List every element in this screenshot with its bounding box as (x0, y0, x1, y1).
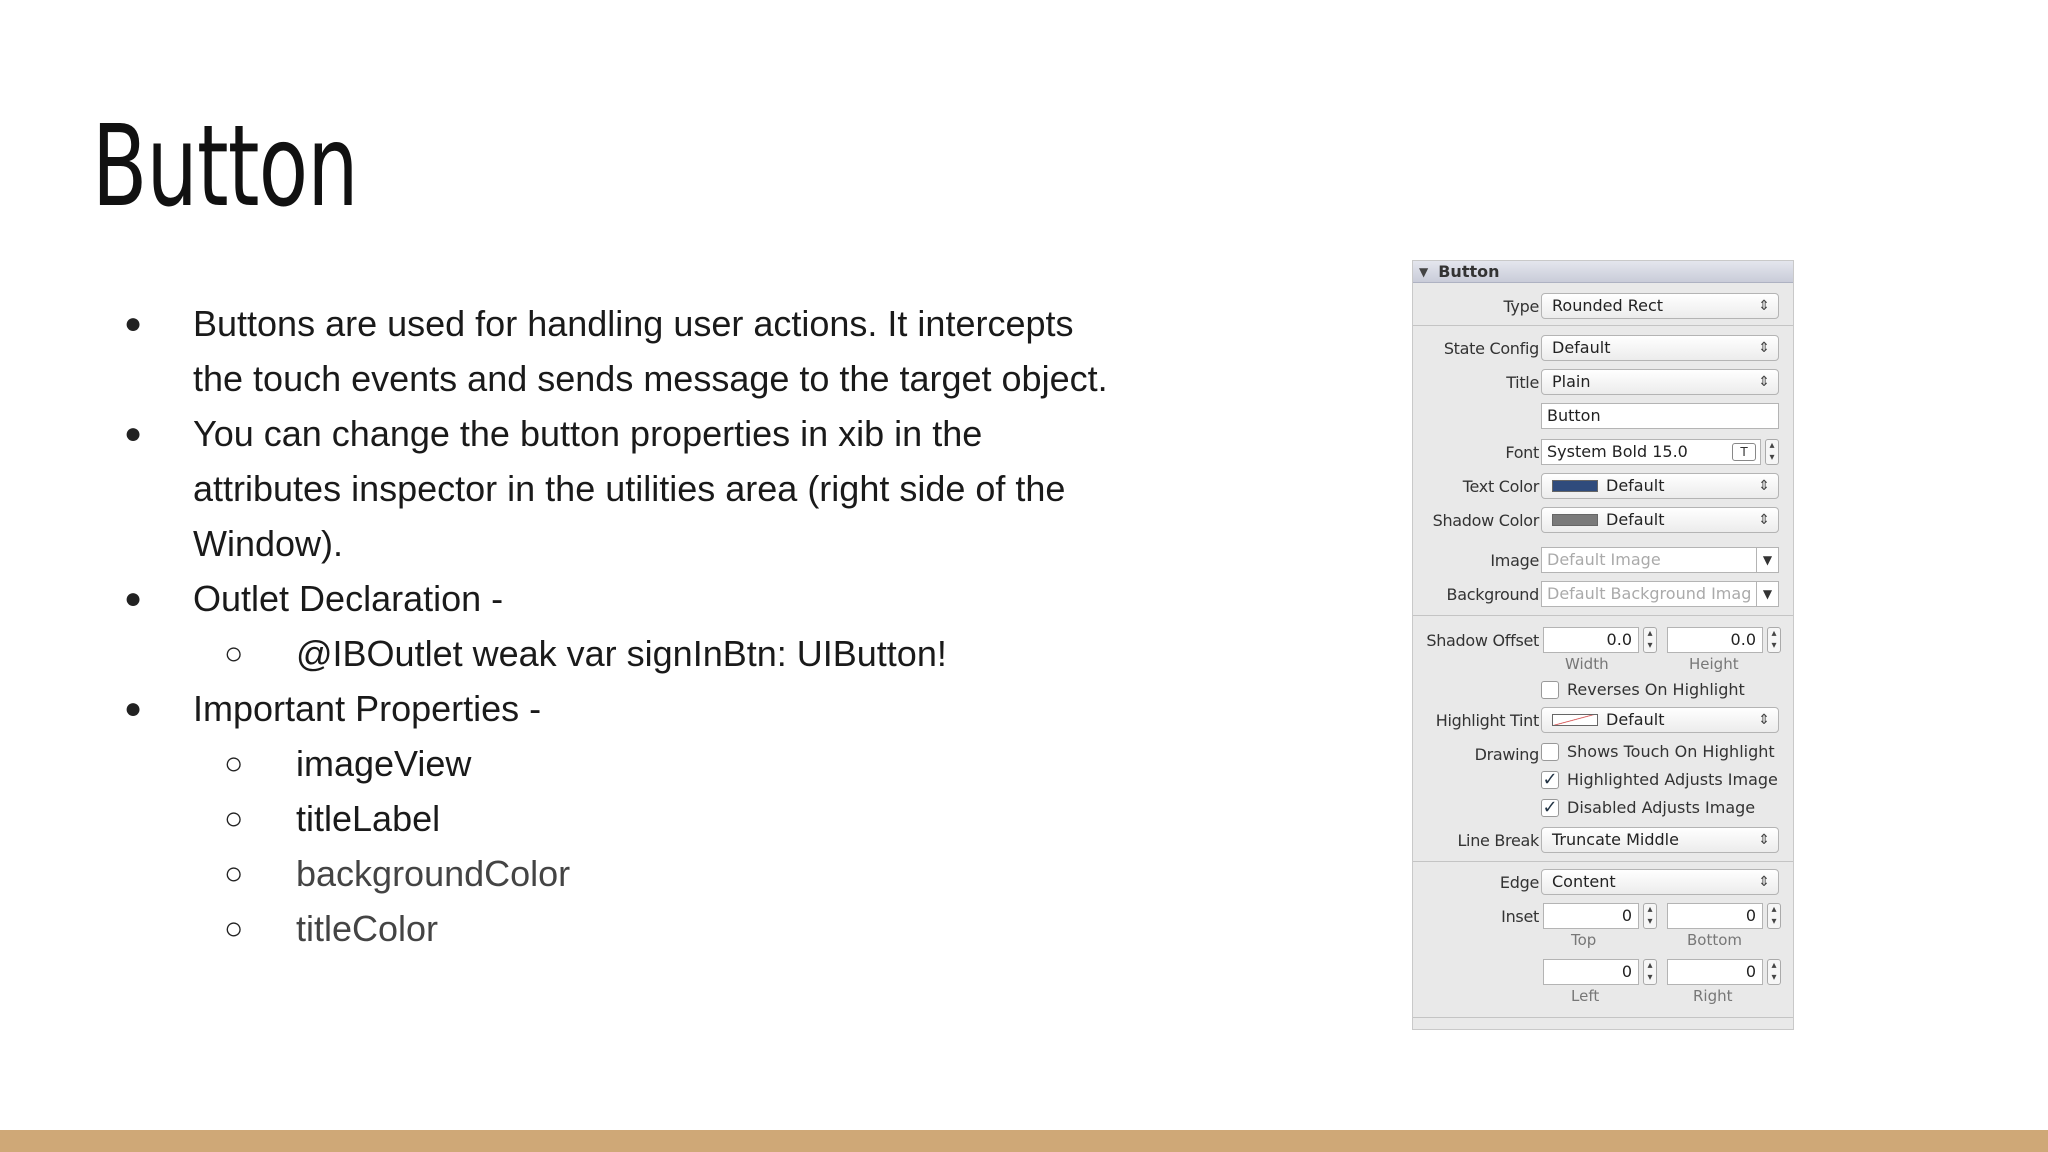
bottom-caption: Bottom (1687, 931, 1743, 949)
bullet-circle-icon: ○ (224, 635, 244, 671)
edge-label: Edge (1499, 873, 1539, 892)
line-break-label: Line Break (1457, 831, 1539, 850)
reverses-label: Reverses On Highlight (1567, 680, 1745, 699)
inset-left-stepper[interactable]: ▴ ▾ (1643, 959, 1657, 985)
bullet-dot-icon: ● (124, 417, 143, 450)
bullet-item (120, 681, 1140, 736)
disabled-adjusts-label: Disabled Adjusts Image (1567, 798, 1756, 817)
type-row (1413, 293, 1793, 321)
font-row (1413, 439, 1793, 467)
edge-value: Content (1552, 872, 1616, 891)
shadow-offset-row (1413, 627, 1793, 655)
tint-swatch (1552, 714, 1598, 726)
shows-touch-checkbox[interactable] (1541, 743, 1559, 761)
bullet-item (120, 516, 1140, 571)
footer-accent-bar (0, 1130, 2048, 1152)
left-caption: Left (1571, 987, 1600, 1005)
bullet-dot-icon: ● (124, 692, 143, 725)
shadow-offset-label: Shadow Offset (1426, 631, 1539, 650)
image-combo[interactable] (1541, 547, 1779, 573)
height-caption: Height (1689, 655, 1739, 673)
inset-label: Inset (1501, 907, 1539, 926)
popup-arrows-icon: ⇕ (1758, 874, 1770, 890)
bullet-circle-icon: ○ (224, 800, 244, 836)
bullet-text: backgroundColor (296, 853, 571, 894)
title-text-field[interactable]: Button (1541, 403, 1779, 429)
inset-row-left-right (1413, 959, 1793, 987)
bullet-circle-icon: ○ (224, 910, 244, 946)
background-row (1413, 581, 1793, 609)
shadow-color-label: Shadow Color (1432, 511, 1539, 530)
shadow-color-row (1413, 507, 1793, 535)
disclosure-triangle-icon[interactable]: ▼ (1419, 264, 1429, 279)
line-break-value: Truncate Middle (1552, 830, 1679, 849)
highlight-tint-row (1413, 707, 1793, 735)
edge-popup[interactable] (1541, 869, 1779, 895)
title-type-popup[interactable] (1541, 369, 1779, 395)
state-config-popup[interactable] (1541, 335, 1779, 361)
image-row (1413, 547, 1793, 575)
sub-bullet-item (120, 626, 1140, 681)
bullet-item (120, 296, 1140, 351)
inset-bottom-stepper[interactable]: ▴ ▾ (1767, 903, 1781, 929)
popup-arrows-icon: ⇕ (1758, 478, 1770, 494)
bullet-text: @IBOutlet weak var signInBtn: UIButton! (296, 633, 947, 674)
bullet-circle-icon: ○ (224, 745, 244, 781)
shows-touch-label: Shows Touch On Highlight (1567, 742, 1775, 761)
type-popup[interactable] (1541, 293, 1779, 319)
bullet-text: Window). (193, 523, 344, 564)
bullet-item (120, 406, 1140, 461)
highlighted-adjusts-label: Highlighted Adjusts Image (1567, 770, 1778, 789)
font-label: Font (1505, 443, 1539, 462)
text-color-swatch (1552, 480, 1598, 492)
popup-arrows-icon: ⇕ (1758, 832, 1770, 848)
state-config-row (1413, 335, 1793, 363)
inset-top-field[interactable]: 0 (1543, 903, 1639, 929)
top-caption: Top (1571, 931, 1597, 949)
bullet-text: Outlet Declaration - (193, 578, 504, 619)
section-title: Button (1438, 262, 1500, 281)
highlight-tint-value: Default (1606, 710, 1665, 729)
divider (1413, 861, 1793, 862)
highlight-tint-popup[interactable] (1541, 707, 1779, 733)
text-color-popup[interactable] (1541, 473, 1779, 499)
bullet-item (120, 351, 1140, 406)
font-value: System Bold 15.0 (1547, 442, 1688, 461)
sub-bullet-item (120, 846, 1140, 901)
text-color-label: Text Color (1462, 477, 1539, 496)
popup-arrows-icon: ⇕ (1758, 512, 1770, 528)
divider (1413, 1017, 1793, 1018)
shadow-height-field[interactable]: 0.0 (1667, 627, 1763, 653)
font-picker-icon[interactable]: T (1732, 443, 1756, 461)
bullet-circle-icon: ○ (224, 855, 244, 891)
shadow-color-popup[interactable] (1541, 507, 1779, 533)
image-label: Image (1490, 551, 1539, 570)
bullet-dot-icon: ● (124, 307, 143, 340)
title-text-row (1413, 403, 1793, 431)
dropdown-arrow-icon[interactable]: ▼ (1756, 582, 1778, 606)
inset-bottom-field[interactable]: 0 (1667, 903, 1763, 929)
divider (1413, 615, 1793, 616)
divider (1413, 325, 1793, 326)
attributes-inspector-panel (1412, 260, 1794, 1030)
bullet-text: the touch events and sends message to the target object. (193, 358, 1108, 399)
image-placeholder: Default Image (1547, 550, 1661, 569)
bullet-text: titleLabel (296, 798, 441, 839)
slide-title: Button (92, 102, 358, 232)
reverses-checkbox[interactable] (1541, 681, 1559, 699)
disabled-adjusts-checkbox[interactable]: ✓ (1542, 797, 1558, 818)
inset-left-field[interactable]: 0 (1543, 959, 1639, 985)
title-type-value: Plain (1552, 372, 1591, 391)
bullet-dot-icon: ● (124, 582, 143, 615)
highlighted-adjusts-checkbox[interactable]: ✓ (1542, 769, 1558, 790)
inset-top-stepper[interactable]: ▴ ▾ (1643, 903, 1657, 929)
highlight-tint-label: Highlight Tint (1435, 711, 1539, 730)
line-break-row (1413, 827, 1793, 855)
sub-bullet-item (120, 901, 1140, 956)
sub-bullet-item (120, 791, 1140, 846)
background-placeholder: Default Background Imag (1547, 584, 1752, 603)
bullet-text: imageView (296, 743, 472, 784)
right-caption: Right (1693, 987, 1733, 1005)
title-label: Title (1506, 373, 1539, 392)
shadow-height-stepper[interactable]: ▴ ▾ (1767, 627, 1781, 653)
shadow-width-field[interactable]: 0.0 (1543, 627, 1639, 653)
bullet-text: titleColor (296, 908, 439, 949)
type-value: Rounded Rect (1552, 296, 1664, 315)
shadow-color-value: Default (1606, 510, 1665, 529)
inset-right-field[interactable]: 0 (1667, 959, 1763, 985)
title-row (1413, 369, 1793, 397)
font-field[interactable] (1541, 439, 1761, 465)
font-size-stepper[interactable]: ▴ ▾ (1765, 439, 1779, 465)
sub-bullet-item (120, 736, 1140, 791)
state-config-label: State Config (1443, 339, 1539, 358)
inspector-section-header[interactable] (1413, 261, 1793, 283)
state-config-value: Default (1552, 338, 1611, 357)
inset-row-top-bottom (1413, 903, 1793, 931)
bullet-text: You can change the button properties in xib in the (193, 413, 983, 454)
bullet-list (120, 296, 1140, 956)
type-label: Type (1503, 297, 1539, 316)
edge-row (1413, 869, 1793, 897)
bullet-text: Buttons are used for handling user actions. It intercepts (193, 303, 1074, 344)
background-label: Background (1446, 585, 1539, 604)
dropdown-arrow-icon[interactable]: ▼ (1756, 548, 1778, 572)
bullet-text: Important Properties - (193, 688, 542, 729)
inset-right-stepper[interactable]: ▴ ▾ (1767, 959, 1781, 985)
popup-arrows-icon: ⇕ (1758, 374, 1770, 390)
bullet-text: attributes inspector in the utilities area (right side of the (193, 468, 1066, 509)
shadow-width-stepper[interactable]: ▴ ▾ (1643, 627, 1657, 653)
drawing-label: Drawing (1474, 745, 1539, 764)
bullet-item (120, 461, 1140, 516)
text-color-value: Default (1606, 476, 1665, 495)
popup-arrows-icon: ⇕ (1758, 298, 1770, 314)
text-color-row (1413, 473, 1793, 501)
popup-arrows-icon: ⇕ (1758, 712, 1770, 728)
line-break-popup[interactable] (1541, 827, 1779, 853)
shadow-color-swatch (1552, 514, 1598, 526)
width-caption: Width (1565, 655, 1609, 673)
popup-arrows-icon: ⇕ (1758, 340, 1770, 356)
background-combo[interactable] (1541, 581, 1779, 607)
bullet-item (120, 571, 1140, 626)
